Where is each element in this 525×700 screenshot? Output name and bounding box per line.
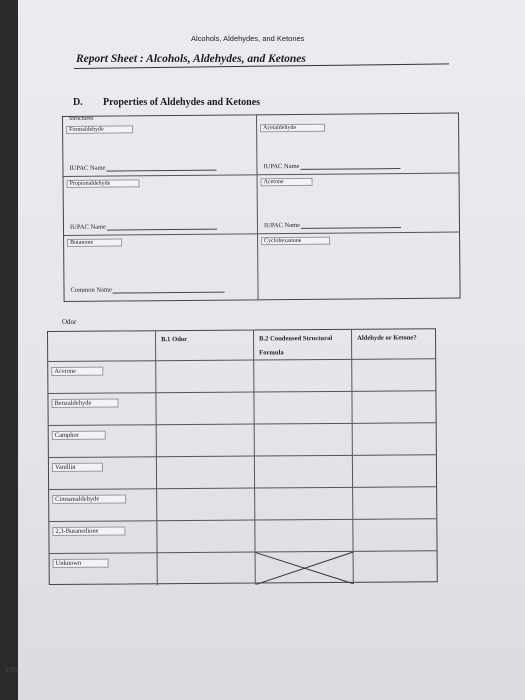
field-label: IUPAC Name (263, 221, 301, 230)
formula-cell[interactable] (255, 520, 353, 553)
classification-cell[interactable] (353, 519, 436, 552)
structure-cell-acetaldehyde[interactable] (257, 114, 459, 176)
sample-name: Acetone (51, 367, 103, 376)
odor-table (47, 328, 438, 585)
classification-cell[interactable] (352, 359, 435, 392)
formula-cell[interactable] (255, 424, 353, 457)
table-row-label (49, 489, 157, 522)
iupac-name-field[interactable] (69, 164, 216, 172)
sample-name: Benzaldehyde (51, 399, 118, 408)
page-title: Report Sheet : Alcohols, Aldehydes, and Ketones (76, 53, 306, 65)
formula-cell[interactable] (255, 456, 353, 489)
iupac-name-field[interactable] (70, 223, 217, 231)
sample-name: Vanillin (52, 463, 103, 472)
column-header-classification: Aldehyde or Ketone? (352, 329, 435, 360)
sample-name: Unknown (53, 559, 109, 568)
page-header: Alcohols, Aldehydes, and Ketones (191, 34, 305, 43)
formula-cell[interactable] (255, 488, 353, 521)
column-header (48, 331, 156, 362)
formula-cell[interactable] (254, 392, 352, 425)
formula-cell[interactable] (254, 360, 352, 393)
column-header-odor: B.1 Odor (156, 331, 254, 362)
iupac-name-field[interactable] (263, 162, 400, 170)
cross-mark-icon (256, 552, 354, 585)
odor-label: Odor (62, 318, 77, 326)
odor-cell[interactable] (158, 553, 256, 586)
odor-cell[interactable] (156, 361, 254, 394)
section-letter: D. (73, 97, 83, 108)
compound-name: Formaldehyde (66, 125, 133, 134)
section-title: Properties of Aldehydes and Ketones (103, 97, 261, 108)
compound-name: Cyclohexanone (261, 237, 330, 246)
field-label: IUPAC Name (69, 223, 107, 231)
classification-cell[interactable] (353, 423, 436, 456)
table-row-label (49, 425, 157, 458)
odor-cell[interactable] (157, 521, 255, 554)
odor-cell[interactable] (157, 425, 255, 458)
odor-cell[interactable] (157, 457, 255, 490)
structures-table (62, 113, 461, 302)
report-sheet-page (18, 0, 525, 700)
odor-cell[interactable] (156, 393, 254, 426)
compound-name: Butanone (67, 238, 122, 246)
table-row-label (49, 521, 157, 554)
compound-name: Acetaldehyde (260, 124, 325, 133)
column-header-formula: B.2 Condensed Structural Formula (254, 330, 352, 361)
iupac-name-field[interactable] (264, 221, 401, 229)
field-label: IUPAC Name (69, 164, 106, 172)
sample-name: Camphor (52, 431, 106, 440)
table-row-label (48, 393, 156, 426)
table-row-label (50, 553, 158, 586)
field-label: Common Name (70, 286, 112, 294)
structure-cell-acetone[interactable] (258, 174, 460, 235)
compound-name: Acetone (261, 178, 313, 186)
structure-cell-butanone[interactable] (64, 234, 259, 301)
classification-cell[interactable] (353, 455, 436, 488)
structure-cell-propionaldehyde[interactable] (64, 175, 259, 236)
page-number: 196 (5, 665, 18, 674)
classification-cell[interactable] (353, 487, 436, 520)
section-heading (73, 97, 260, 108)
structure-cell-formaldehyde[interactable] (63, 115, 258, 177)
odor-cell[interactable] (157, 489, 255, 522)
sample-name: 2,3-Butanedione (52, 526, 125, 536)
table-row-label (48, 361, 156, 394)
structures-label: Structures (68, 115, 94, 122)
classification-cell[interactable] (354, 551, 437, 584)
sample-name: Cinnamaldehyde (52, 494, 126, 504)
classification-cell[interactable] (352, 391, 435, 424)
structure-cell-cyclohexanone[interactable] (258, 233, 460, 300)
crossed-out-cell (256, 552, 354, 585)
table-row-label (49, 457, 157, 490)
compound-name: Propionaldehyde (67, 179, 140, 188)
field-label: IUPAC Name (263, 162, 300, 171)
common-name-field[interactable] (70, 286, 224, 294)
